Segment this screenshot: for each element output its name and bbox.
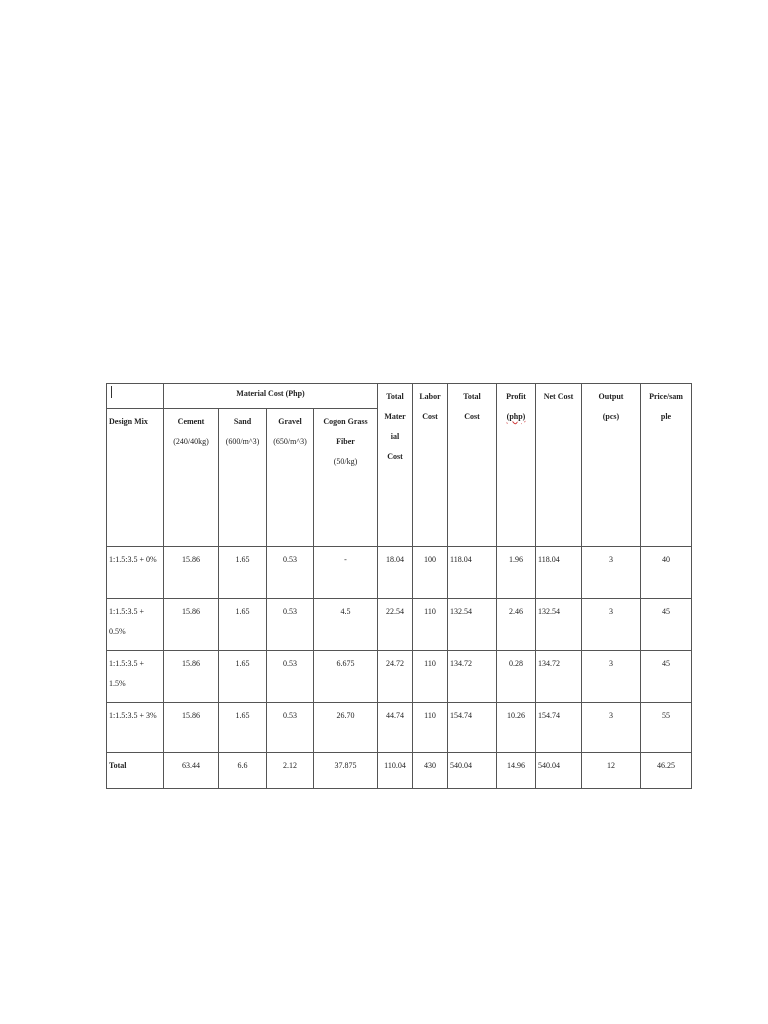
total-mat-sum-cell: 110.04 (378, 753, 413, 789)
labor-line2: Cost (422, 412, 438, 421)
total-mat-cell: 22.54 (378, 599, 413, 651)
net-cost-cell: 132.54 (536, 599, 582, 651)
sand-unit: (600/m^3) (225, 437, 260, 446)
header-profit (497, 384, 536, 547)
header-design-mix: Design Mix (107, 409, 164, 547)
total-cogon-cell: 37.875 (314, 753, 378, 789)
price-line1: Price/sam (649, 392, 683, 401)
gravel-cell: 0.53 (267, 703, 314, 753)
total-mat-cell: 18.04 (378, 547, 413, 599)
output-line1: Output (598, 392, 624, 401)
net-cost-cell: 154.74 (536, 703, 582, 753)
gravel-cell: 0.53 (267, 651, 314, 703)
total-mat-cell: 44.74 (378, 703, 413, 753)
mix-line2: 1.5% (109, 679, 126, 688)
total-label-cell: Total (107, 753, 164, 789)
cogon-cell: - (314, 547, 378, 599)
cement-cell: 15.86 (164, 599, 219, 651)
sand-label: Sand (233, 417, 252, 426)
net-cost-cell: 118.04 (536, 547, 582, 599)
header-corner-cell (107, 384, 164, 409)
cement-label: Cement (177, 417, 205, 426)
cogon-cell: 26.70 (314, 703, 378, 753)
total-labor-cell: 430 (413, 753, 448, 789)
header-labor-cost (413, 384, 448, 547)
total-row (107, 753, 692, 789)
price-line2: ple (660, 412, 672, 421)
table-row (107, 651, 692, 703)
header-row-1 (107, 384, 692, 409)
output-cell: 3 (582, 599, 641, 651)
gravel-cell: 0.53 (267, 599, 314, 651)
cement-cell: 15.86 (164, 547, 219, 599)
cogon-unit: (50/kg) (333, 457, 358, 466)
mix-line1: 1:1.5:3.5 + (109, 659, 144, 668)
price-cell: 40 (641, 547, 692, 599)
profit-cell: 10.26 (497, 703, 536, 753)
design-mix-cell (107, 547, 164, 599)
profit-cell: 0.28 (497, 651, 536, 703)
total-cost-line2: Cost (464, 412, 480, 421)
table-row (107, 703, 692, 753)
sand-cell: 1.65 (219, 651, 267, 703)
header-cogon-grass-fiber (314, 409, 378, 547)
total-profit-cell: 14.96 (497, 753, 536, 789)
total-mat-line4: Cost (387, 452, 403, 461)
profit-cell: 1.96 (497, 547, 536, 599)
labor-cell: 100 (413, 547, 448, 599)
cement-unit: (240/40kg) (173, 437, 209, 446)
header-sand (219, 409, 267, 547)
total-cement-cell: 63.44 (164, 753, 219, 789)
sand-cell: 1.65 (219, 599, 267, 651)
output-cell: 3 (582, 547, 641, 599)
design-mix-cell (107, 703, 164, 753)
labor-cell: 110 (413, 599, 448, 651)
total-mat-line1: Total (386, 392, 404, 401)
labor-cell: 110 (413, 703, 448, 753)
total-mat-line2: Mater (384, 412, 406, 421)
profit-line2: (php) (506, 412, 526, 421)
total-total-cost-cell: 540.04 (448, 753, 497, 789)
total-sand-cell: 6.6 (219, 753, 267, 789)
total-cost-cell: 132.54 (448, 599, 497, 651)
total-cost-cell: 154.74 (448, 703, 497, 753)
total-cost-line1: Total (463, 392, 481, 401)
design-mix-cell (107, 599, 164, 651)
total-cost-cell: 118.04 (448, 547, 497, 599)
text-cursor (111, 386, 112, 398)
total-cost-cell: 134.72 (448, 651, 497, 703)
header-gravel (267, 409, 314, 547)
output-cell: 3 (582, 651, 641, 703)
table-row (107, 599, 692, 651)
output-cell: 3 (582, 703, 641, 753)
total-mat-line3: ial (390, 432, 400, 441)
net-cost-label: Net Cost (543, 392, 574, 401)
profit-line1: Profit (506, 392, 526, 401)
cogon-cell: 6.675 (314, 651, 378, 703)
gravel-unit: (650/m^3) (273, 437, 307, 446)
sand-cell: 1.65 (219, 547, 267, 599)
mix-line2: 0.5% (109, 627, 126, 636)
header-net-cost (536, 384, 582, 547)
header-total-cost (448, 384, 497, 547)
profit-cell: 2.46 (497, 599, 536, 651)
mix-line1: 1:1.5:3.5 + (109, 607, 144, 616)
mix-line1: 1:1.5:3.5 + 0% (109, 555, 157, 564)
cogon-line2: Fiber (336, 437, 355, 446)
cogon-line1: Cogon Grass (323, 417, 368, 426)
sand-cell: 1.65 (219, 703, 267, 753)
cost-table (106, 383, 692, 789)
header-material-cost (164, 384, 378, 409)
total-output-cell: 12 (582, 753, 641, 789)
total-mat-cell: 24.72 (378, 651, 413, 703)
net-cost-cell: 134.72 (536, 651, 582, 703)
price-cell: 45 (641, 651, 692, 703)
price-cell: 55 (641, 703, 692, 753)
output-line2: (pcs) (602, 412, 620, 421)
table-row (107, 547, 692, 599)
gravel-label: Gravel (278, 417, 302, 426)
header-output (582, 384, 641, 547)
labor-line1: Labor (419, 392, 441, 401)
price-cell: 45 (641, 599, 692, 651)
cement-cell: 15.86 (164, 703, 219, 753)
total-gravel-cell: 2.12 (267, 753, 314, 789)
header-price (641, 384, 692, 547)
total-price-cell: 46.25 (641, 753, 692, 789)
header-cement (164, 409, 219, 547)
cogon-cell: 4.5 (314, 599, 378, 651)
material-cost-label: Material Cost (Php) (236, 389, 305, 398)
total-net-cost-cell: 540.04 (536, 753, 582, 789)
design-mix-cell (107, 651, 164, 703)
gravel-cell: 0.53 (267, 547, 314, 599)
mix-line1: 1:1.5:3.5 + 3% (109, 711, 157, 720)
header-total-material-cost (378, 384, 413, 547)
cement-cell: 15.86 (164, 651, 219, 703)
labor-cell: 110 (413, 651, 448, 703)
